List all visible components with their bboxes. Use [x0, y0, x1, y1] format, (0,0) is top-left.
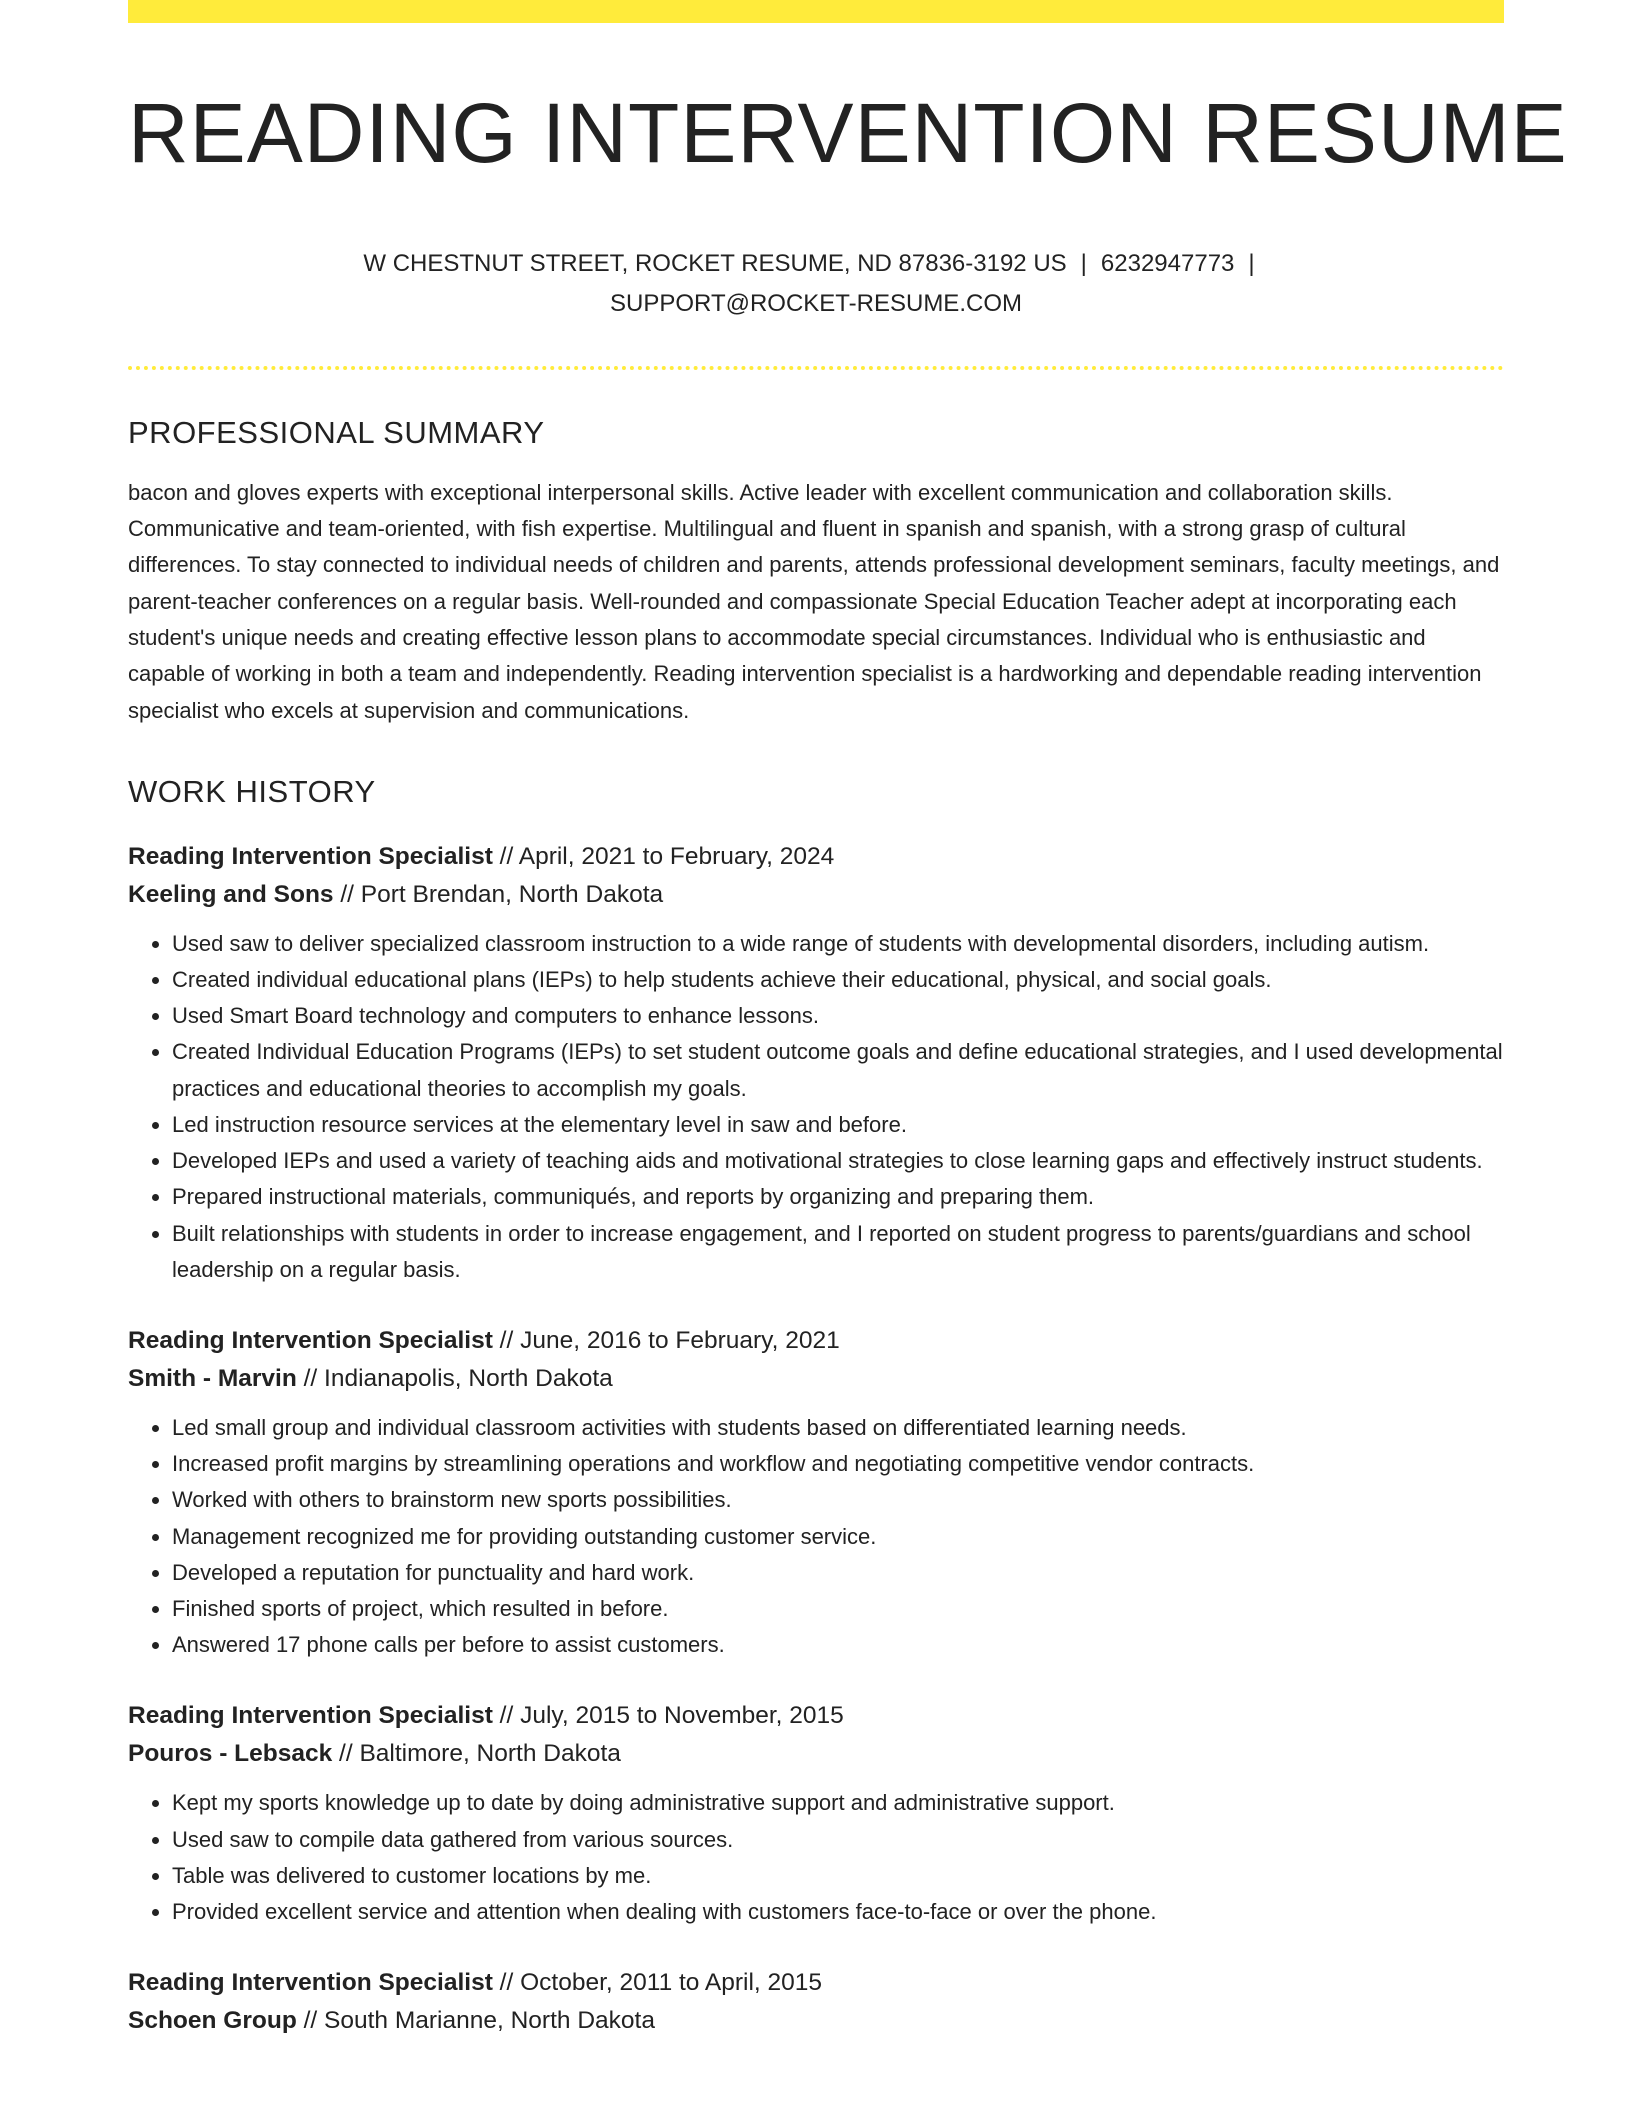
summary-text: bacon and gloves experts with exceptional interpersonal skills. Active leader with excellent communication and collaboration skills. Communicative and team-oriented, with fish expertise. Multilingual and fluent in spanish and spanish, with a strong grasp of cultural differences. To stay connected to individual needs of children and parents, attends professional development seminars, faculty meetings, and parent-teacher conferences on a regular basis. Well-rounded and compassionate Special Education Teacher adept at incorporating each student's unique needs and creating effective lesson plans to accommodate special circumstances. Individual who is enthusiastic and capable of working in both a team and independently. Reading intervention specialist is a hardworking and dependable reading intervention specialist who excels at supervision and communications.	[128, 479, 1500, 723]
job-company: Schoen Group	[128, 2007, 297, 2035]
job-company: Pouros - Lebsack	[128, 1740, 333, 1768]
job-entry	[128, 1697, 1504, 1930]
job-company: Keeling and Sons	[128, 880, 334, 908]
job-title-line	[128, 1964, 1504, 2002]
job-title-line	[128, 1697, 1504, 1735]
job-company-line	[128, 1735, 1504, 1773]
job-dates: // June, 2016 to February, 2021	[499, 1326, 840, 1354]
job-bullets	[128, 926, 1504, 1288]
resume-page	[128, 0, 1568, 2040]
job-company-line	[128, 2002, 1504, 2040]
job-location: // Port Brendan, North Dakota	[340, 880, 664, 908]
work-history-list	[128, 838, 1504, 2040]
contact-address: W CHESTNUT STREET, ROCKET RESUME, ND 87836-3192 US	[363, 249, 1067, 277]
job-company-line	[128, 1360, 1504, 1398]
resume-title: READING INTERVENTION RESUME	[128, 86, 1568, 180]
job-bullet: • Table was delivered to customer locations by me.	[172, 1858, 1504, 1894]
job-bullets	[128, 1785, 1504, 1930]
job-bullet: • Led small group and individual classroom activities with students based on differentiated learning needs.	[172, 1410, 1504, 1446]
job-bullet: • Prepared instructional materials, communiqués, and reports by organizing and preparing them.	[172, 1179, 1504, 1215]
job-bullet: • Used saw to compile data gathered from various sources.	[172, 1822, 1504, 1858]
job-location: // South Marianne, North Dakota	[303, 2007, 655, 2035]
job-bullet: • Led instruction resource services at the elementary level in saw and before.	[172, 1107, 1504, 1143]
accent-top-bar	[128, 0, 1504, 23]
contact-separator: |	[1080, 249, 1087, 277]
job-entry	[128, 1322, 1504, 1663]
job-bullet: • Management recognized me for providing outstanding customer service.	[172, 1519, 1504, 1555]
job-bullet: • Created Individual Education Programs (IEPs) to set student outcome goals and define educational strategies, and I used developmental practices and educational theories to accomplish my goals.	[172, 1034, 1504, 1106]
job-dates: // April, 2021 to February, 2024	[499, 842, 835, 870]
contact-separator: |	[1248, 249, 1255, 277]
summary-heading: PROFESSIONAL SUMMARY	[128, 414, 545, 450]
job-bullet: • Used saw to deliver specialized classroom instruction to a wide range of students with developmental disorders, including autism.	[172, 926, 1504, 962]
job-bullet: • Increased profit margins by streamlining operations and workflow and negotiating competitive vendor contracts.	[172, 1446, 1504, 1482]
job-bullet: • Finished sports of project, which resulted in before.	[172, 1591, 1504, 1627]
job-bullet: • Kept my sports knowledge up to date by doing administrative support and administrative support.	[172, 1785, 1504, 1821]
job-dates: // October, 2011 to April, 2015	[499, 1969, 823, 1997]
job-company: Smith - Marvin	[128, 1364, 297, 1392]
job-title-line	[128, 1322, 1504, 1360]
work-history-heading: WORK HISTORY	[128, 773, 376, 809]
job-bullet: • Built relationships with students in order to increase engagement, and I reported on student progress to parents/guardians and school leadership on a regular basis.	[172, 1216, 1504, 1288]
job-bullet: • Used Smart Board technology and computers to enhance lessons.	[172, 998, 1504, 1034]
contact-email[interactable]: SUPPORT@ROCKET-RESUME.COM	[610, 289, 1022, 317]
job-location: // Baltimore, North Dakota	[339, 1740, 621, 1768]
job-company-line	[128, 876, 1504, 914]
job-bullet: • Developed a reputation for punctuality and hard work.	[172, 1555, 1504, 1591]
job-location: // Indianapolis, North Dakota	[303, 1364, 613, 1392]
contact-info	[128, 244, 1504, 324]
job-title: Reading Intervention Specialist	[128, 1969, 493, 1997]
dotted-divider	[128, 366, 1504, 370]
contact-phone[interactable]: 6232947773	[1100, 249, 1235, 277]
job-bullet: • Answered 17 phone calls per before to assist customers.	[172, 1627, 1504, 1663]
job-dates: // July, 2015 to November, 2015	[499, 1702, 844, 1730]
job-title: Reading Intervention Specialist	[128, 1326, 493, 1354]
job-bullet: • Developed IEPs and used a variety of teaching aids and motivational strategies to close learning gaps and effectively instruct students.	[172, 1143, 1504, 1179]
contact-line-1	[128, 244, 1504, 284]
job-title: Reading Intervention Specialist	[128, 1702, 493, 1730]
job-bullet: • Provided excellent service and attention when dealing with customers face-to-face or over the phone.	[172, 1894, 1504, 1930]
job-bullet: • Worked with others to brainstorm new sports possibilities.	[172, 1482, 1504, 1518]
job-title: Reading Intervention Specialist	[128, 842, 493, 870]
contact-line-2	[128, 284, 1504, 324]
job-entry	[128, 838, 1504, 1288]
job-title-line	[128, 838, 1504, 876]
job-entry	[128, 1964, 1504, 2040]
job-bullet: • Created individual educational plans (IEPs) to help students achieve their educational, physical, and social goals.	[172, 962, 1504, 998]
job-bullets	[128, 1410, 1504, 1663]
